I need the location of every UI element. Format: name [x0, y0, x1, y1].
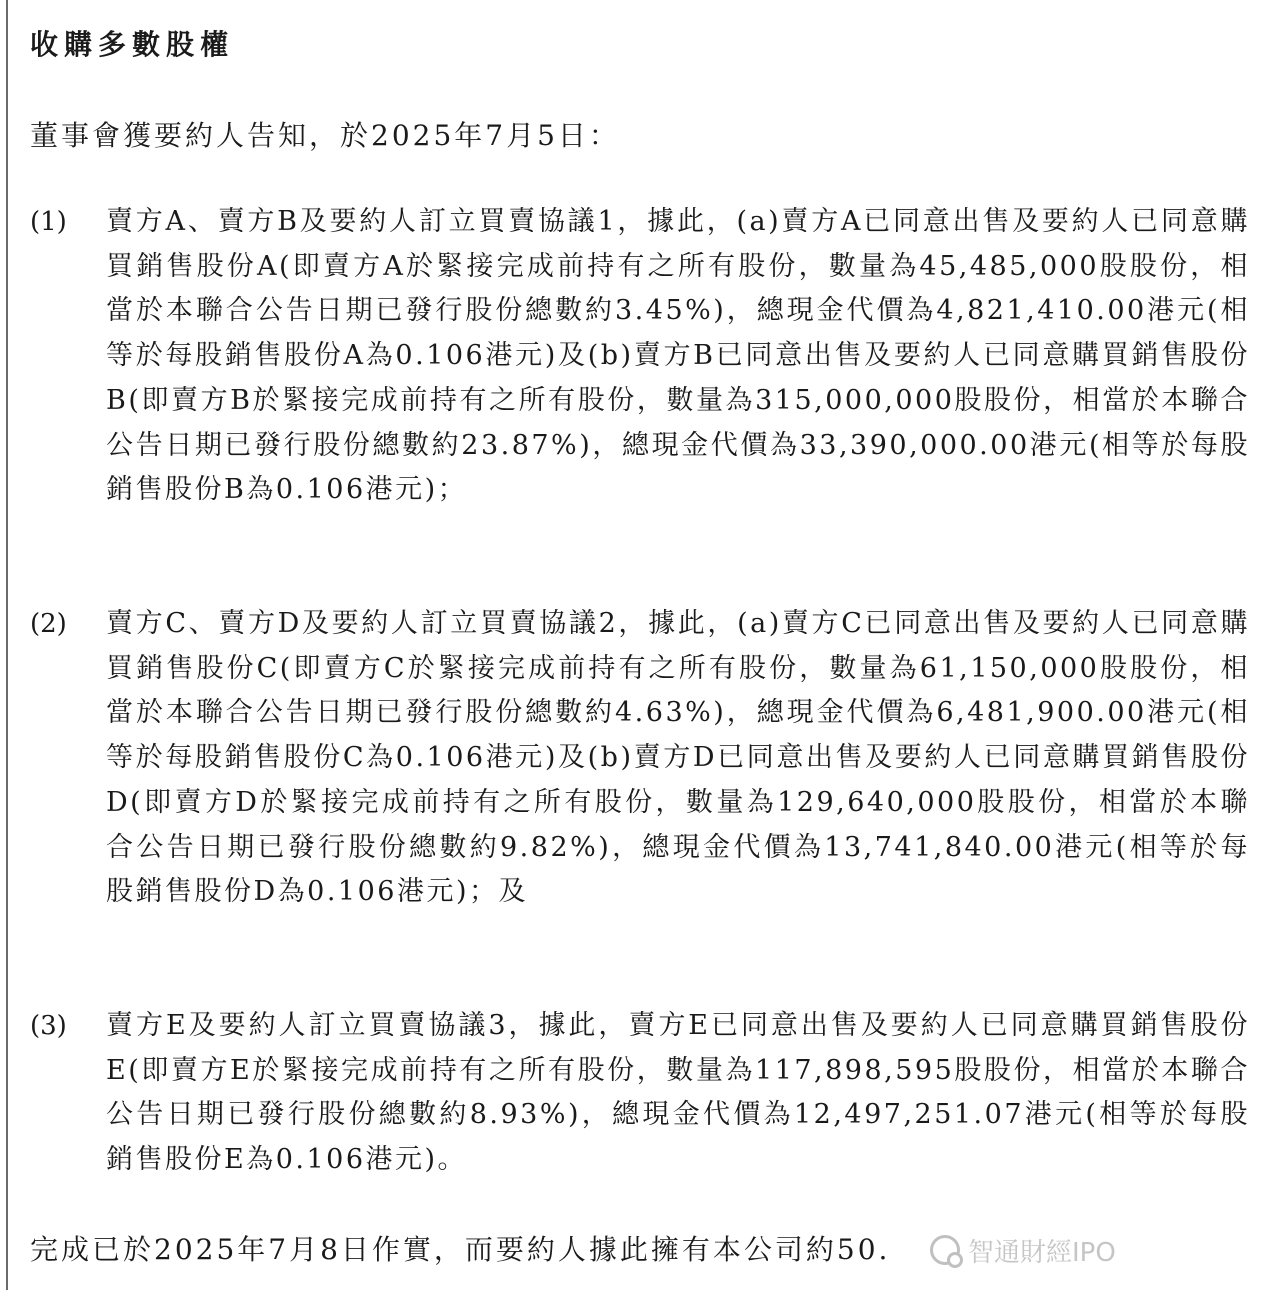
left-margin-rule — [6, 0, 8, 1290]
list-item-number: (1) — [30, 207, 67, 237]
watermark-text: 智通財經IPO — [968, 1237, 1116, 1268]
watermark — [930, 1228, 1230, 1272]
list-item-text: 賣方C、賣方D及要約人訂立買賣協議2，據此，(a)賣方C已同意出售及要約人已同意購買銷售股份C(即賣方C於緊接完成前持有之所有股份，數量為61,150,000股股份，相當於本聯合公告日期已發行股份總數約4.63%)，總現金代價為6,481,900.00港元(相等於每股銷售股份C為0.106港元)及(b)賣方D已同意出售及要約人已同意購買銷售股份D(即賣方D於緊接完成前持有之所有股份，數量為129,640,000股股份，相當於本聯合公告日期已發行股份總數約9.82%)，總現金代價為13,741,840.00港元(相等於每股銷售股份D為0.106港元)；及 — [106, 608, 1250, 908]
document-page — [30, 0, 1252, 1290]
search-icon — [930, 1235, 960, 1265]
list-item-number: (3) — [30, 1011, 67, 1041]
section-heading: 收購多數股權 — [30, 28, 235, 61]
list-item-text: 賣方A、賣方B及要約人訂立買賣協議1，據此，(a)賣方A已同意出售及要約人已同意購買銷售股份A(即賣方A於緊接完成前持有之所有股份，數量為45,485,000股股份，相當於本聯合公告日期已發行股份總數約3.45%)，總現金代價為4,821,410.00港元(相等於每股銷售股份A為0.106港元)及(b)賣方B已同意出售及要約人已同意購買銷售股份B(即賣方B於緊接完成前持有之所有股份，數量為315,000,000股股份，相當於本聯合公告日期已發行股份總數約23.87%)，總現金代價為33,390,000.00港元(相等於每股銷售股份B為0.106港元)； — [106, 206, 1250, 506]
closing-paragraph: 完成已於2025年7月8日作實，而要約人據此擁有本公司約50. — [30, 1233, 891, 1266]
list-item-number: (2) — [30, 609, 67, 639]
list-item-text: 賣方E及要約人訂立買賣協議3，據此，賣方E已同意出售及要約人已同意購買銷售股份E(即賣方E於緊接完成前持有之所有股份，數量為117,898,595股股份，相當於本聯合公告日期已發行股份總數約8.93%)，總現金代價為12,497,251.07港元(相等於每股銷售股份E為0.106港元)。 — [106, 1010, 1250, 1176]
intro-paragraph: 董事會獲要約人告知，於2025年7月5日： — [30, 119, 620, 152]
